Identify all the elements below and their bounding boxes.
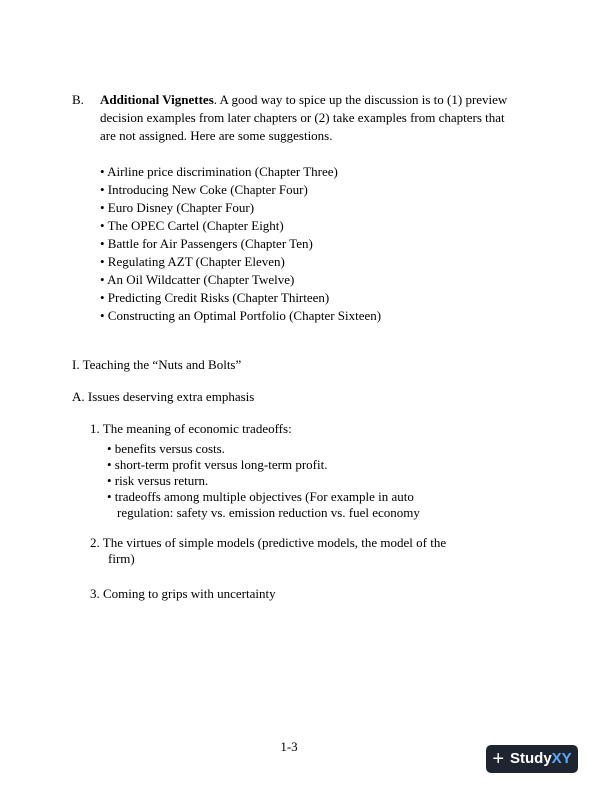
list-item: • short-term profit versus long-term profit. [107,457,328,472]
list-item-continuation: regulation: safety vs. emission reduction vs. fuel economy [117,505,420,520]
list-item: • Euro Disney (Chapter Four) [100,200,255,215]
plus-icon: + [492,748,504,770]
item-2-label: 2. The virtues of simple models (predictive models, the model of the [90,535,447,550]
vignette-list [100,163,381,325]
list-item: • benefits versus costs. [107,441,225,456]
list-item: • An Oil Wildcatter (Chapter Twelve) [100,272,295,287]
list-item: • Airline price discrimination (Chapter Three) [100,164,338,179]
list-item: • Constructing an Optimal Portfolio (Chapter Sixteen) [100,308,382,323]
list-item: • Battle for Air Passengers (Chapter Ten) [100,236,313,251]
section-b-paragraph [100,91,520,145]
brand-name: Study [510,750,552,767]
section-b-letter: B. [72,92,84,107]
item-1-label: 1. The meaning of economic tradeoffs: [90,421,292,436]
brand-accent: XY [551,750,572,767]
list-item: • Introducing New Coke (Chapter Four) [100,182,308,197]
section-b-intro: . A good way to spice up the discussion is to (1) preview decision examples from later chapters or (2) take examples from chapters that are not assigned. Here are some suggestions. [100,92,508,143]
page-number: 1-3 [280,739,298,754]
item-3-label: 3. Coming to grips with uncertainty [90,586,276,601]
list-item: • tradeoffs among multiple objectives (For example in auto [107,489,414,504]
list-item: • risk versus return. [107,473,209,488]
list-item: • Predicting Credit Risks (Chapter Thirteen) [100,290,330,305]
item-2-continuation: firm) [108,551,135,566]
list-item: • Regulating AZT (Chapter Eleven) [100,254,285,269]
list-item: • The OPEC Cartel (Chapter Eight) [100,218,284,233]
section-i-heading: I. Teaching the “Nuts and Bolts” [72,357,242,372]
section-b-title: Additional Vignettes [100,92,214,107]
tradeoff-list [107,441,420,521]
section-a-heading: A. Issues deserving extra emphasis [72,389,255,404]
studyxy-badge[interactable] [486,745,578,773]
